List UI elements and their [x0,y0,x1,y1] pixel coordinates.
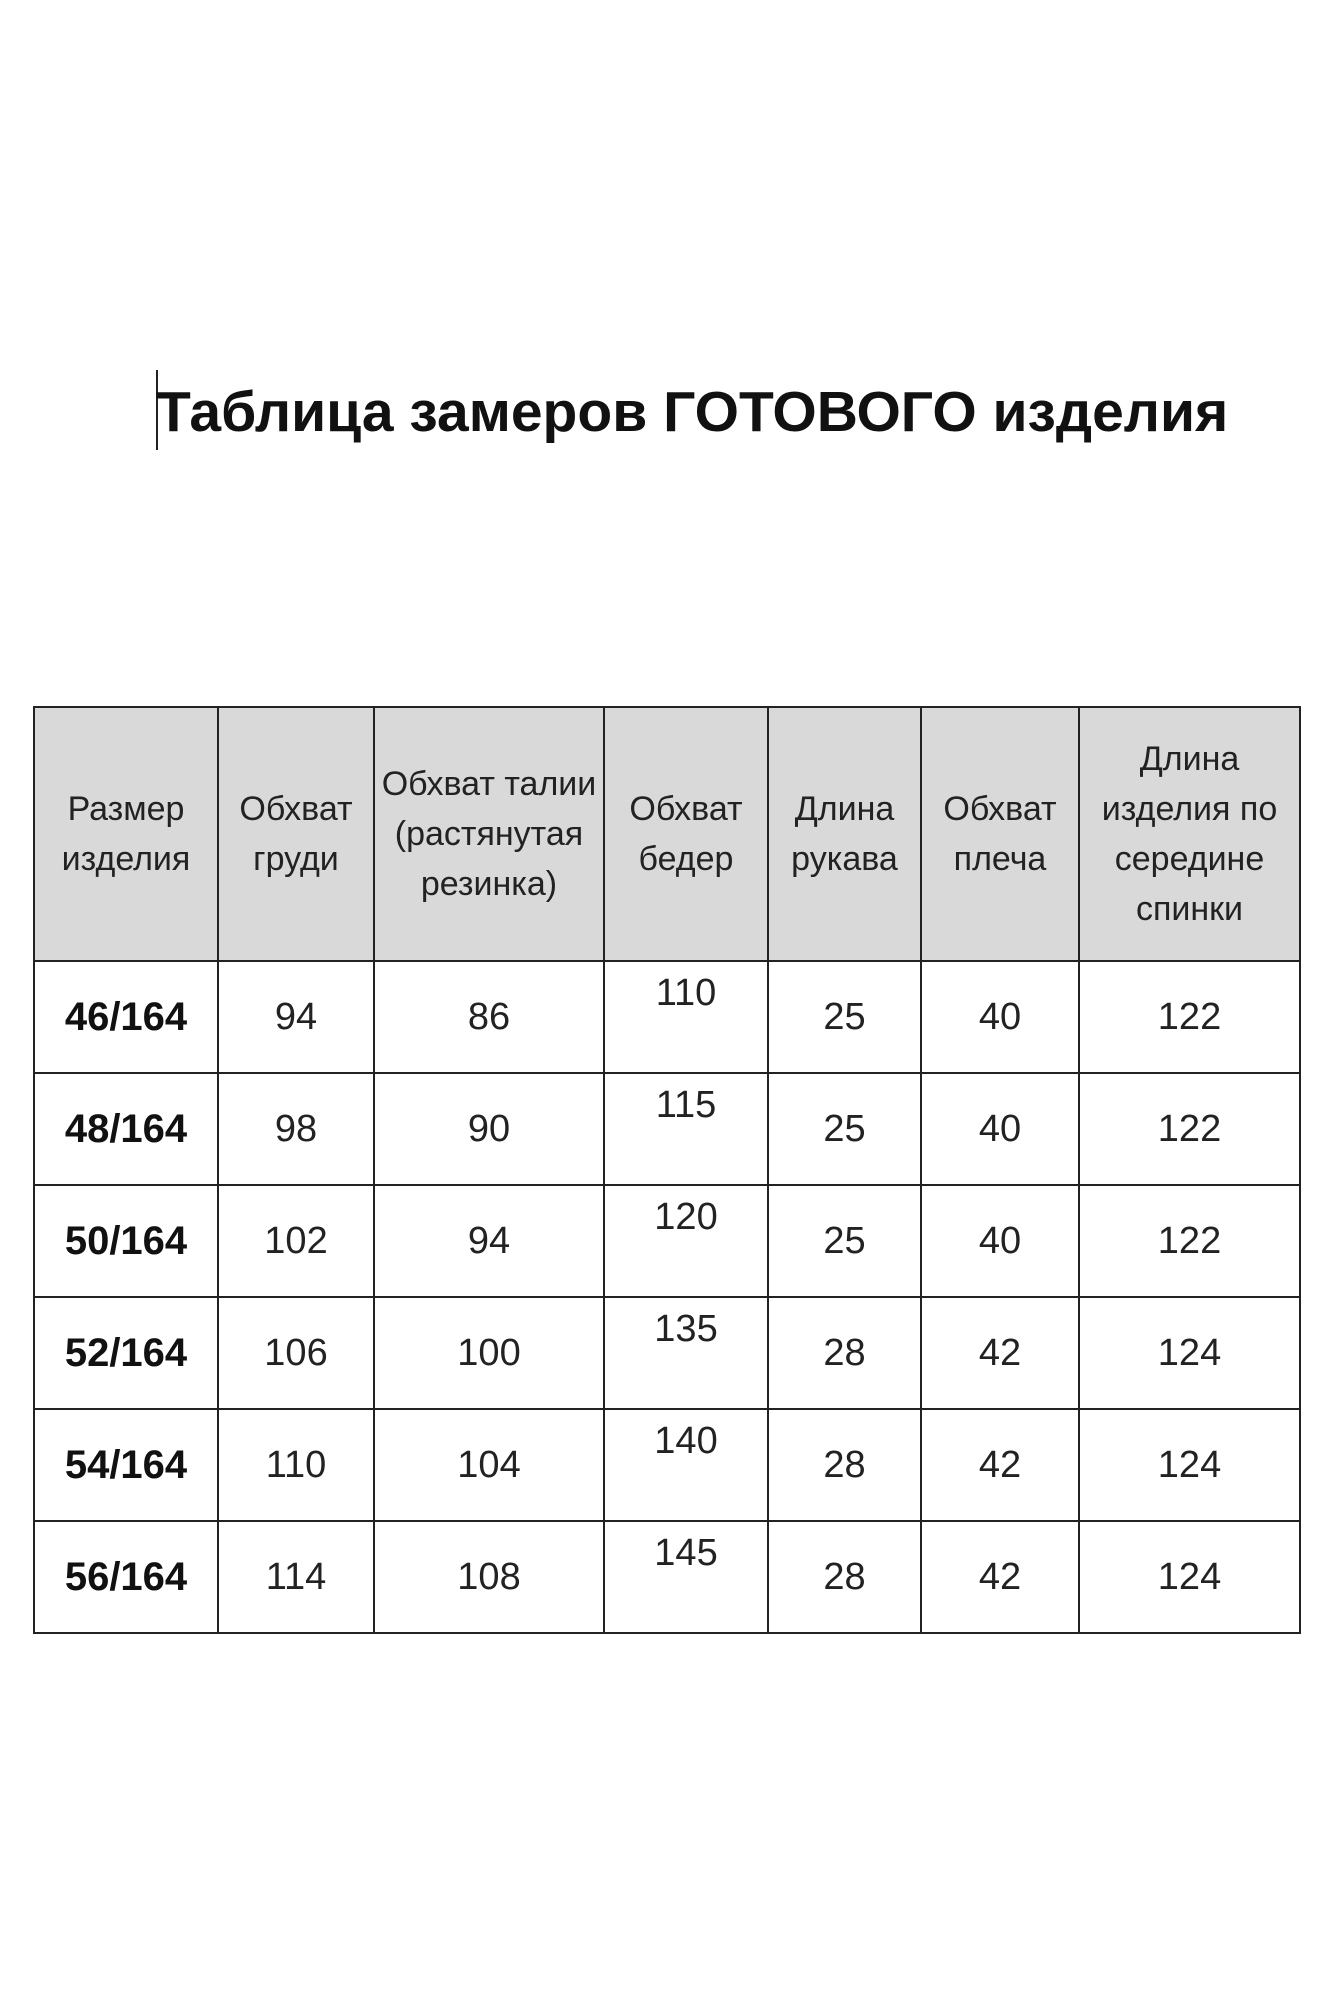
back-length-cell: 122 [1079,961,1300,1073]
table-row [34,1521,1300,1633]
waist-cell: 94 [374,1185,604,1297]
size-cell: 46/164 [34,961,218,1073]
back-length-cell: 124 [1079,1521,1300,1633]
header-waist: Обхват талии (растянутая резинка) [374,707,604,961]
hips-cell: 110 [604,961,768,1073]
hips-cell: 140 [604,1409,768,1521]
shoulder-cell: 40 [921,1073,1079,1185]
shoulder-cell: 42 [921,1409,1079,1521]
chest-cell: 98 [218,1073,374,1185]
header-size: Размер изделия [34,707,218,961]
table-row [34,1297,1300,1409]
size-cell: 48/164 [34,1073,218,1185]
sleeve-cell: 28 [768,1409,921,1521]
table-header-row [34,707,1300,961]
table-row [34,1073,1300,1185]
sleeve-cell: 28 [768,1297,921,1409]
waist-cell: 104 [374,1409,604,1521]
header-shoulder: Обхват плеча [921,707,1079,961]
chest-cell: 110 [218,1409,374,1521]
header-back-length: Длина изделия по середине спинки [1079,707,1300,961]
page-title: Таблица замеров ГОТОВОГО изделия [156,380,1229,444]
waist-cell: 108 [374,1521,604,1633]
table-body [34,961,1300,1633]
shoulder-cell: 40 [921,961,1079,1073]
table-row [34,1409,1300,1521]
shoulder-cell: 40 [921,1185,1079,1297]
shoulder-cell: 42 [921,1297,1079,1409]
chest-cell: 114 [218,1521,374,1633]
waist-cell: 90 [374,1073,604,1185]
chest-cell: 94 [218,961,374,1073]
chest-cell: 106 [218,1297,374,1409]
chest-cell: 102 [218,1185,374,1297]
header-hips: Обхват бедер [604,707,768,961]
hips-cell: 135 [604,1297,768,1409]
hips-cell: 115 [604,1073,768,1185]
size-table [33,706,1301,1634]
back-length-cell: 124 [1079,1409,1300,1521]
header-sleeve-length: Длина рукава [768,707,921,961]
size-cell: 54/164 [34,1409,218,1521]
waist-cell: 100 [374,1297,604,1409]
sleeve-cell: 28 [768,1521,921,1633]
table-row [34,961,1300,1073]
size-cell: 52/164 [34,1297,218,1409]
size-cell: 50/164 [34,1185,218,1297]
sleeve-cell: 25 [768,1185,921,1297]
sleeve-cell: 25 [768,1073,921,1185]
hips-cell: 120 [604,1185,768,1297]
hips-cell: 145 [604,1521,768,1633]
header-chest: Обхват груди [218,707,374,961]
table-row [34,1185,1300,1297]
back-length-cell: 124 [1079,1297,1300,1409]
back-length-cell: 122 [1079,1185,1300,1297]
size-cell: 56/164 [34,1521,218,1633]
shoulder-cell: 42 [921,1521,1079,1633]
waist-cell: 86 [374,961,604,1073]
back-length-cell: 122 [1079,1073,1300,1185]
sleeve-cell: 25 [768,961,921,1073]
